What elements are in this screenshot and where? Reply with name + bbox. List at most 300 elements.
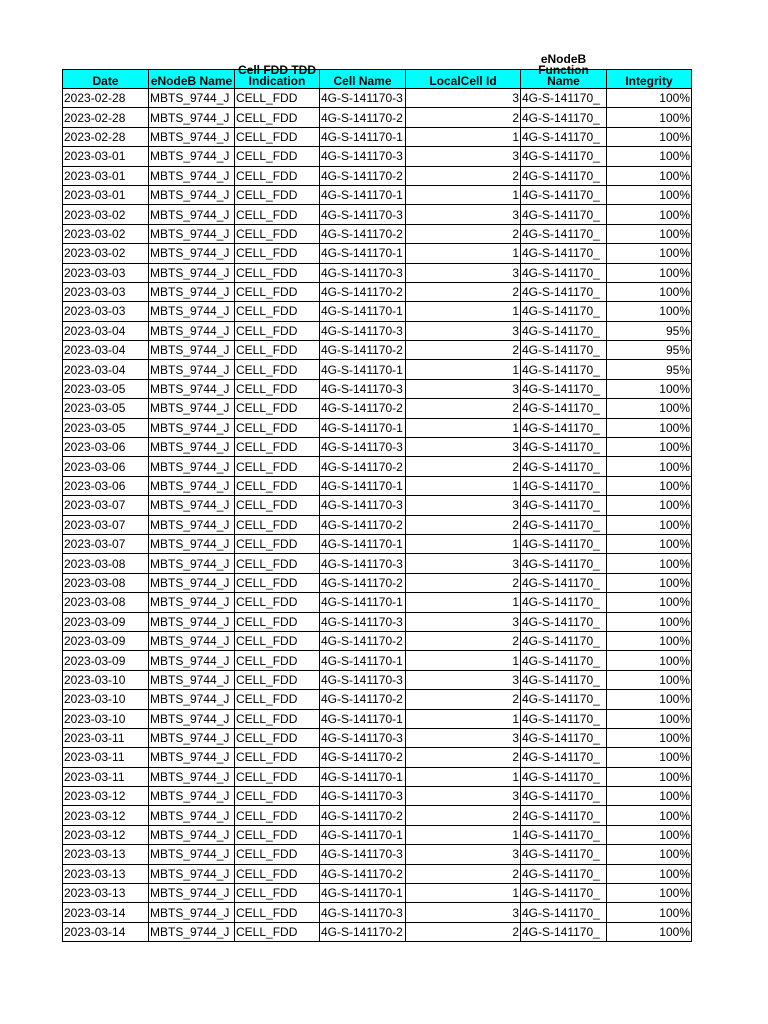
cell-cell-name[interactable]: 4G-S-141170-3 xyxy=(320,554,406,573)
column-header-cell-name[interactable]: Cell Name xyxy=(320,70,406,89)
cell-cell-name[interactable]: 4G-S-141170-1 xyxy=(320,825,406,844)
cell-integrity[interactable]: 100% xyxy=(607,612,692,631)
cell-integrity[interactable]: 100% xyxy=(607,631,692,650)
cell-enodeb-name[interactable]: MBTS_9744_J xyxy=(149,185,235,204)
cell-enodeb-function-name[interactable]: 4G-S-141170_ xyxy=(521,903,607,922)
cell-localcell-id[interactable]: 3 xyxy=(406,89,521,108)
cell-integrity[interactable]: 100% xyxy=(607,748,692,767)
cell-cell-name[interactable]: 4G-S-141170-2 xyxy=(320,573,406,592)
cell-fdd-tdd-indication[interactable]: CELL_FDD xyxy=(235,89,320,108)
cell-integrity[interactable]: 100% xyxy=(607,884,692,903)
cell-integrity[interactable]: 100% xyxy=(607,515,692,534)
cell-date[interactable]: 2023-03-05 xyxy=(63,418,149,437)
cell-localcell-id[interactable]: 1 xyxy=(406,767,521,786)
cell-localcell-id[interactable]: 3 xyxy=(406,554,521,573)
cell-integrity[interactable]: 100% xyxy=(607,534,692,553)
cell-enodeb-name[interactable]: MBTS_9744_J xyxy=(149,341,235,360)
cell-fdd-tdd-indication[interactable]: CELL_FDD xyxy=(235,631,320,650)
cell-cell-name[interactable]: 4G-S-141170-1 xyxy=(320,244,406,263)
cell-cell-name[interactable]: 4G-S-141170-1 xyxy=(320,767,406,786)
cell-cell-name[interactable]: 4G-S-141170-3 xyxy=(320,845,406,864)
cell-date[interactable]: 2023-03-07 xyxy=(63,496,149,515)
cell-enodeb-name[interactable]: MBTS_9744_J xyxy=(149,709,235,728)
cell-enodeb-name[interactable]: MBTS_9744_J xyxy=(149,728,235,747)
cell-fdd-tdd-indication[interactable]: CELL_FDD xyxy=(235,864,320,883)
cell-enodeb-name[interactable]: MBTS_9744_J xyxy=(149,89,235,108)
cell-cell-name[interactable]: 4G-S-141170-3 xyxy=(320,263,406,282)
cell-enodeb-function-name[interactable]: 4G-S-141170_ xyxy=(521,282,607,301)
cell-integrity[interactable]: 100% xyxy=(607,767,692,786)
cell-date[interactable]: 2023-03-03 xyxy=(63,263,149,282)
cell-fdd-tdd-indication[interactable]: CELL_FDD xyxy=(235,438,320,457)
cell-localcell-id[interactable]: 3 xyxy=(406,845,521,864)
cell-cell-name[interactable]: 4G-S-141170-3 xyxy=(320,147,406,166)
cell-localcell-id[interactable]: 3 xyxy=(406,903,521,922)
cell-integrity[interactable]: 100% xyxy=(607,205,692,224)
cell-enodeb-name[interactable]: MBTS_9744_J xyxy=(149,651,235,670)
cell-date[interactable]: 2023-03-08 xyxy=(63,573,149,592)
cell-cell-name[interactable]: 4G-S-141170-2 xyxy=(320,631,406,650)
cell-fdd-tdd-indication[interactable]: CELL_FDD xyxy=(235,884,320,903)
cell-cell-name[interactable]: 4G-S-141170-3 xyxy=(320,321,406,340)
cell-date[interactable]: 2023-03-04 xyxy=(63,321,149,340)
cell-enodeb-name[interactable]: MBTS_9744_J xyxy=(149,147,235,166)
cell-date[interactable]: 2023-03-11 xyxy=(63,728,149,747)
cell-date[interactable]: 2023-03-02 xyxy=(63,205,149,224)
cell-date[interactable]: 2023-03-09 xyxy=(63,631,149,650)
cell-date[interactable]: 2023-03-04 xyxy=(63,360,149,379)
cell-date[interactable]: 2023-02-28 xyxy=(63,89,149,108)
cell-cell-name[interactable]: 4G-S-141170-2 xyxy=(320,224,406,243)
cell-date[interactable]: 2023-03-13 xyxy=(63,864,149,883)
cell-enodeb-function-name[interactable]: 4G-S-141170_ xyxy=(521,612,607,631)
cell-enodeb-function-name[interactable]: 4G-S-141170_ xyxy=(521,379,607,398)
cell-enodeb-function-name[interactable]: 4G-S-141170_ xyxy=(521,515,607,534)
cell-fdd-tdd-indication[interactable]: CELL_FDD xyxy=(235,554,320,573)
column-header-enodeb-function-name[interactable]: eNodeB Function Name xyxy=(521,70,607,89)
cell-cell-name[interactable]: 4G-S-141170-2 xyxy=(320,341,406,360)
cell-enodeb-function-name[interactable]: 4G-S-141170_ xyxy=(521,89,607,108)
cell-localcell-id[interactable]: 3 xyxy=(406,728,521,747)
cell-cell-name[interactable]: 4G-S-141170-2 xyxy=(320,166,406,185)
cell-localcell-id[interactable]: 3 xyxy=(406,205,521,224)
cell-fdd-tdd-indication[interactable]: CELL_FDD xyxy=(235,457,320,476)
cell-enodeb-name[interactable]: MBTS_9744_J xyxy=(149,476,235,495)
cell-enodeb-name[interactable]: MBTS_9744_J xyxy=(149,418,235,437)
cell-localcell-id[interactable]: 2 xyxy=(406,108,521,127)
cell-date[interactable]: 2023-03-06 xyxy=(63,476,149,495)
cell-localcell-id[interactable]: 1 xyxy=(406,825,521,844)
cell-localcell-id[interactable]: 3 xyxy=(406,147,521,166)
cell-fdd-tdd-indication[interactable]: CELL_FDD xyxy=(235,224,320,243)
cell-integrity[interactable]: 95% xyxy=(607,360,692,379)
cell-enodeb-function-name[interactable]: 4G-S-141170_ xyxy=(521,845,607,864)
cell-enodeb-name[interactable]: MBTS_9744_J xyxy=(149,127,235,146)
cell-enodeb-name[interactable]: MBTS_9744_J xyxy=(149,690,235,709)
cell-date[interactable]: 2023-03-10 xyxy=(63,670,149,689)
cell-localcell-id[interactable]: 3 xyxy=(406,379,521,398)
cell-cell-name[interactable]: 4G-S-141170-3 xyxy=(320,89,406,108)
cell-integrity[interactable]: 100% xyxy=(607,806,692,825)
cell-localcell-id[interactable]: 1 xyxy=(406,360,521,379)
cell-integrity[interactable]: 95% xyxy=(607,341,692,360)
cell-fdd-tdd-indication[interactable]: CELL_FDD xyxy=(235,787,320,806)
cell-enodeb-function-name[interactable]: 4G-S-141170_ xyxy=(521,418,607,437)
cell-integrity[interactable]: 100% xyxy=(607,418,692,437)
cell-date[interactable]: 2023-03-07 xyxy=(63,534,149,553)
cell-fdd-tdd-indication[interactable]: CELL_FDD xyxy=(235,244,320,263)
cell-enodeb-function-name[interactable]: 4G-S-141170_ xyxy=(521,302,607,321)
cell-enodeb-name[interactable]: MBTS_9744_J xyxy=(149,903,235,922)
cell-fdd-tdd-indication[interactable]: CELL_FDD xyxy=(235,379,320,398)
cell-enodeb-name[interactable]: MBTS_9744_J xyxy=(149,263,235,282)
cell-enodeb-function-name[interactable]: 4G-S-141170_ xyxy=(521,108,607,127)
column-header-cell-fdd-tdd-indication[interactable]: Cell FDD TDD Indication xyxy=(235,70,320,89)
cell-integrity[interactable]: 100% xyxy=(607,651,692,670)
cell-date[interactable]: 2023-03-01 xyxy=(63,185,149,204)
cell-integrity[interactable]: 100% xyxy=(607,476,692,495)
cell-integrity[interactable]: 100% xyxy=(607,127,692,146)
cell-fdd-tdd-indication[interactable]: CELL_FDD xyxy=(235,728,320,747)
cell-localcell-id[interactable]: 2 xyxy=(406,806,521,825)
cell-enodeb-function-name[interactable]: 4G-S-141170_ xyxy=(521,884,607,903)
cell-fdd-tdd-indication[interactable]: CELL_FDD xyxy=(235,534,320,553)
cell-date[interactable]: 2023-03-02 xyxy=(63,244,149,263)
cell-fdd-tdd-indication[interactable]: CELL_FDD xyxy=(235,476,320,495)
cell-cell-name[interactable]: 4G-S-141170-3 xyxy=(320,438,406,457)
cell-cell-name[interactable]: 4G-S-141170-2 xyxy=(320,864,406,883)
cell-cell-name[interactable]: 4G-S-141170-2 xyxy=(320,922,406,941)
cell-enodeb-name[interactable]: MBTS_9744_J xyxy=(149,631,235,650)
cell-date[interactable]: 2023-03-09 xyxy=(63,612,149,631)
cell-fdd-tdd-indication[interactable]: CELL_FDD xyxy=(235,205,320,224)
cell-fdd-tdd-indication[interactable]: CELL_FDD xyxy=(235,341,320,360)
cell-fdd-tdd-indication[interactable]: CELL_FDD xyxy=(235,185,320,204)
cell-integrity[interactable]: 100% xyxy=(607,573,692,592)
cell-enodeb-name[interactable]: MBTS_9744_J xyxy=(149,399,235,418)
cell-localcell-id[interactable]: 1 xyxy=(406,418,521,437)
cell-fdd-tdd-indication[interactable]: CELL_FDD xyxy=(235,593,320,612)
cell-localcell-id[interactable]: 1 xyxy=(406,476,521,495)
cell-date[interactable]: 2023-03-10 xyxy=(63,690,149,709)
cell-integrity[interactable]: 100% xyxy=(607,457,692,476)
cell-localcell-id[interactable]: 2 xyxy=(406,631,521,650)
cell-localcell-id[interactable]: 2 xyxy=(406,457,521,476)
cell-cell-name[interactable]: 4G-S-141170-1 xyxy=(320,418,406,437)
cell-integrity[interactable]: 100% xyxy=(607,496,692,515)
cell-integrity[interactable]: 100% xyxy=(607,787,692,806)
cell-date[interactable]: 2023-03-08 xyxy=(63,593,149,612)
cell-fdd-tdd-indication[interactable]: CELL_FDD xyxy=(235,302,320,321)
cell-enodeb-name[interactable]: MBTS_9744_J xyxy=(149,108,235,127)
column-header-date[interactable]: Date xyxy=(63,70,149,89)
cell-cell-name[interactable]: 4G-S-141170-1 xyxy=(320,127,406,146)
cell-enodeb-function-name[interactable]: 4G-S-141170_ xyxy=(521,147,607,166)
cell-enodeb-function-name[interactable]: 4G-S-141170_ xyxy=(521,438,607,457)
column-header-localcell-id[interactable]: LocalCell Id xyxy=(406,70,521,89)
cell-cell-name[interactable]: 4G-S-141170-1 xyxy=(320,884,406,903)
cell-enodeb-function-name[interactable]: 4G-S-141170_ xyxy=(521,166,607,185)
cell-enodeb-name[interactable]: MBTS_9744_J xyxy=(149,244,235,263)
cell-enodeb-name[interactable]: MBTS_9744_J xyxy=(149,670,235,689)
cell-enodeb-function-name[interactable]: 4G-S-141170_ xyxy=(521,573,607,592)
cell-localcell-id[interactable]: 1 xyxy=(406,709,521,728)
cell-integrity[interactable]: 100% xyxy=(607,825,692,844)
cell-integrity[interactable]: 100% xyxy=(607,166,692,185)
cell-integrity[interactable]: 100% xyxy=(607,147,692,166)
cell-localcell-id[interactable]: 3 xyxy=(406,612,521,631)
cell-date[interactable]: 2023-03-11 xyxy=(63,767,149,786)
cell-enodeb-name[interactable]: MBTS_9744_J xyxy=(149,787,235,806)
cell-cell-name[interactable]: 4G-S-141170-1 xyxy=(320,593,406,612)
cell-fdd-tdd-indication[interactable]: CELL_FDD xyxy=(235,612,320,631)
cell-fdd-tdd-indication[interactable]: CELL_FDD xyxy=(235,263,320,282)
cell-cell-name[interactable]: 4G-S-141170-1 xyxy=(320,476,406,495)
cell-enodeb-name[interactable]: MBTS_9744_J xyxy=(149,515,235,534)
cell-enodeb-function-name[interactable]: 4G-S-141170_ xyxy=(521,205,607,224)
cell-cell-name[interactable]: 4G-S-141170-2 xyxy=(320,748,406,767)
cell-enodeb-name[interactable]: MBTS_9744_J xyxy=(149,593,235,612)
cell-integrity[interactable]: 100% xyxy=(607,438,692,457)
cell-date[interactable]: 2023-03-01 xyxy=(63,147,149,166)
cell-date[interactable]: 2023-03-12 xyxy=(63,787,149,806)
cell-date[interactable]: 2023-03-11 xyxy=(63,748,149,767)
cell-enodeb-function-name[interactable]: 4G-S-141170_ xyxy=(521,341,607,360)
cell-localcell-id[interactable]: 1 xyxy=(406,651,521,670)
cell-integrity[interactable]: 100% xyxy=(607,728,692,747)
cell-date[interactable]: 2023-03-06 xyxy=(63,438,149,457)
cell-date[interactable]: 2023-03-10 xyxy=(63,709,149,728)
cell-cell-name[interactable]: 4G-S-141170-2 xyxy=(320,399,406,418)
cell-fdd-tdd-indication[interactable]: CELL_FDD xyxy=(235,825,320,844)
cell-date[interactable]: 2023-02-28 xyxy=(63,108,149,127)
cell-cell-name[interactable]: 4G-S-141170-1 xyxy=(320,651,406,670)
cell-date[interactable]: 2023-03-12 xyxy=(63,806,149,825)
cell-cell-name[interactable]: 4G-S-141170-1 xyxy=(320,534,406,553)
cell-enodeb-function-name[interactable]: 4G-S-141170_ xyxy=(521,728,607,747)
cell-localcell-id[interactable]: 3 xyxy=(406,321,521,340)
cell-cell-name[interactable]: 4G-S-141170-3 xyxy=(320,496,406,515)
cell-localcell-id[interactable]: 3 xyxy=(406,496,521,515)
cell-enodeb-function-name[interactable]: 4G-S-141170_ xyxy=(521,651,607,670)
cell-fdd-tdd-indication[interactable]: CELL_FDD xyxy=(235,709,320,728)
cell-fdd-tdd-indication[interactable]: CELL_FDD xyxy=(235,147,320,166)
cell-cell-name[interactable]: 4G-S-141170-1 xyxy=(320,360,406,379)
cell-cell-name[interactable]: 4G-S-141170-2 xyxy=(320,282,406,301)
cell-enodeb-name[interactable]: MBTS_9744_J xyxy=(149,573,235,592)
cell-integrity[interactable]: 100% xyxy=(607,922,692,941)
cell-localcell-id[interactable]: 3 xyxy=(406,438,521,457)
cell-integrity[interactable]: 95% xyxy=(607,321,692,340)
cell-localcell-id[interactable]: 2 xyxy=(406,864,521,883)
cell-enodeb-function-name[interactable]: 4G-S-141170_ xyxy=(521,631,607,650)
cell-localcell-id[interactable]: 1 xyxy=(406,127,521,146)
cell-localcell-id[interactable]: 1 xyxy=(406,185,521,204)
cell-enodeb-function-name[interactable]: 4G-S-141170_ xyxy=(521,787,607,806)
cell-date[interactable]: 2023-03-14 xyxy=(63,903,149,922)
cell-integrity[interactable]: 100% xyxy=(607,224,692,243)
cell-enodeb-function-name[interactable]: 4G-S-141170_ xyxy=(521,690,607,709)
cell-fdd-tdd-indication[interactable]: CELL_FDD xyxy=(235,360,320,379)
cell-fdd-tdd-indication[interactable]: CELL_FDD xyxy=(235,399,320,418)
cell-cell-name[interactable]: 4G-S-141170-2 xyxy=(320,690,406,709)
cell-fdd-tdd-indication[interactable]: CELL_FDD xyxy=(235,515,320,534)
cell-enodeb-function-name[interactable]: 4G-S-141170_ xyxy=(521,321,607,340)
cell-fdd-tdd-indication[interactable]: CELL_FDD xyxy=(235,922,320,941)
cell-enodeb-name[interactable]: MBTS_9744_J xyxy=(149,922,235,941)
cell-integrity[interactable]: 100% xyxy=(607,302,692,321)
cell-integrity[interactable]: 100% xyxy=(607,593,692,612)
cell-fdd-tdd-indication[interactable]: CELL_FDD xyxy=(235,767,320,786)
cell-localcell-id[interactable]: 2 xyxy=(406,341,521,360)
cell-fdd-tdd-indication[interactable]: CELL_FDD xyxy=(235,670,320,689)
cell-date[interactable]: 2023-03-07 xyxy=(63,515,149,534)
cell-enodeb-name[interactable]: MBTS_9744_J xyxy=(149,457,235,476)
cell-date[interactable]: 2023-03-03 xyxy=(63,282,149,301)
cell-enodeb-name[interactable]: MBTS_9744_J xyxy=(149,302,235,321)
cell-fdd-tdd-indication[interactable]: CELL_FDD xyxy=(235,282,320,301)
cell-integrity[interactable]: 100% xyxy=(607,263,692,282)
cell-enodeb-name[interactable]: MBTS_9744_J xyxy=(149,748,235,767)
cell-enodeb-function-name[interactable]: 4G-S-141170_ xyxy=(521,534,607,553)
cell-enodeb-name[interactable]: MBTS_9744_J xyxy=(149,767,235,786)
cell-fdd-tdd-indication[interactable]: CELL_FDD xyxy=(235,321,320,340)
cell-cell-name[interactable]: 4G-S-141170-1 xyxy=(320,709,406,728)
cell-enodeb-function-name[interactable]: 4G-S-141170_ xyxy=(521,496,607,515)
cell-integrity[interactable]: 100% xyxy=(607,903,692,922)
cell-date[interactable]: 2023-02-28 xyxy=(63,127,149,146)
cell-cell-name[interactable]: 4G-S-141170-1 xyxy=(320,302,406,321)
cell-fdd-tdd-indication[interactable]: CELL_FDD xyxy=(235,845,320,864)
cell-integrity[interactable]: 100% xyxy=(607,864,692,883)
cell-fdd-tdd-indication[interactable]: CELL_FDD xyxy=(235,166,320,185)
cell-enodeb-function-name[interactable]: 4G-S-141170_ xyxy=(521,127,607,146)
cell-fdd-tdd-indication[interactable]: CELL_FDD xyxy=(235,573,320,592)
cell-fdd-tdd-indication[interactable]: CELL_FDD xyxy=(235,418,320,437)
cell-enodeb-function-name[interactable]: 4G-S-141170_ xyxy=(521,806,607,825)
cell-cell-name[interactable]: 4G-S-141170-3 xyxy=(320,379,406,398)
cell-enodeb-function-name[interactable]: 4G-S-141170_ xyxy=(521,670,607,689)
cell-enodeb-name[interactable]: MBTS_9744_J xyxy=(149,554,235,573)
cell-date[interactable]: 2023-03-12 xyxy=(63,825,149,844)
cell-enodeb-function-name[interactable]: 4G-S-141170_ xyxy=(521,922,607,941)
cell-enodeb-function-name[interactable]: 4G-S-141170_ xyxy=(521,864,607,883)
cell-date[interactable]: 2023-03-09 xyxy=(63,651,149,670)
cell-fdd-tdd-indication[interactable]: CELL_FDD xyxy=(235,806,320,825)
cell-enodeb-name[interactable]: MBTS_9744_J xyxy=(149,825,235,844)
cell-date[interactable]: 2023-03-13 xyxy=(63,884,149,903)
cell-enodeb-function-name[interactable]: 4G-S-141170_ xyxy=(521,457,607,476)
cell-date[interactable]: 2023-03-04 xyxy=(63,341,149,360)
cell-enodeb-function-name[interactable]: 4G-S-141170_ xyxy=(521,399,607,418)
cell-fdd-tdd-indication[interactable]: CELL_FDD xyxy=(235,903,320,922)
cell-cell-name[interactable]: 4G-S-141170-3 xyxy=(320,903,406,922)
cell-cell-name[interactable]: 4G-S-141170-2 xyxy=(320,515,406,534)
cell-integrity[interactable]: 100% xyxy=(607,709,692,728)
cell-localcell-id[interactable]: 1 xyxy=(406,302,521,321)
cell-localcell-id[interactable]: 3 xyxy=(406,787,521,806)
cell-date[interactable]: 2023-03-08 xyxy=(63,554,149,573)
cell-cell-name[interactable]: 4G-S-141170-3 xyxy=(320,670,406,689)
cell-date[interactable]: 2023-03-05 xyxy=(63,379,149,398)
cell-integrity[interactable]: 100% xyxy=(607,89,692,108)
cell-integrity[interactable]: 100% xyxy=(607,244,692,263)
cell-integrity[interactable]: 100% xyxy=(607,690,692,709)
cell-integrity[interactable]: 100% xyxy=(607,108,692,127)
cell-enodeb-function-name[interactable]: 4G-S-141170_ xyxy=(521,825,607,844)
cell-localcell-id[interactable]: 1 xyxy=(406,244,521,263)
cell-enodeb-function-name[interactable]: 4G-S-141170_ xyxy=(521,263,607,282)
cell-localcell-id[interactable]: 1 xyxy=(406,534,521,553)
cell-localcell-id[interactable]: 3 xyxy=(406,670,521,689)
cell-fdd-tdd-indication[interactable]: CELL_FDD xyxy=(235,496,320,515)
cell-fdd-tdd-indication[interactable]: CELL_FDD xyxy=(235,748,320,767)
cell-enodeb-function-name[interactable]: 4G-S-141170_ xyxy=(521,767,607,786)
cell-enodeb-function-name[interactable]: 4G-S-141170_ xyxy=(521,554,607,573)
cell-fdd-tdd-indication[interactable]: CELL_FDD xyxy=(235,651,320,670)
cell-enodeb-function-name[interactable]: 4G-S-141170_ xyxy=(521,593,607,612)
cell-cell-name[interactable]: 4G-S-141170-3 xyxy=(320,612,406,631)
cell-enodeb-name[interactable]: MBTS_9744_J xyxy=(149,379,235,398)
cell-enodeb-name[interactable]: MBTS_9744_J xyxy=(149,205,235,224)
cell-cell-name[interactable]: 4G-S-141170-2 xyxy=(320,108,406,127)
cell-integrity[interactable]: 100% xyxy=(607,554,692,573)
cell-integrity[interactable]: 100% xyxy=(607,185,692,204)
cell-localcell-id[interactable]: 2 xyxy=(406,166,521,185)
cell-localcell-id[interactable]: 3 xyxy=(406,263,521,282)
cell-cell-name[interactable]: 4G-S-141170-3 xyxy=(320,728,406,747)
cell-enodeb-function-name[interactable]: 4G-S-141170_ xyxy=(521,476,607,495)
cell-cell-name[interactable]: 4G-S-141170-1 xyxy=(320,185,406,204)
cell-enodeb-name[interactable]: MBTS_9744_J xyxy=(149,224,235,243)
cell-enodeb-name[interactable]: MBTS_9744_J xyxy=(149,496,235,515)
cell-integrity[interactable]: 100% xyxy=(607,845,692,864)
cell-enodeb-name[interactable]: MBTS_9744_J xyxy=(149,864,235,883)
cell-enodeb-name[interactable]: MBTS_9744_J xyxy=(149,321,235,340)
cell-cell-name[interactable]: 4G-S-141170-2 xyxy=(320,806,406,825)
cell-cell-name[interactable]: 4G-S-141170-3 xyxy=(320,205,406,224)
column-header-integrity[interactable]: Integrity xyxy=(607,70,692,89)
cell-date[interactable]: 2023-03-05 xyxy=(63,399,149,418)
cell-fdd-tdd-indication[interactable]: CELL_FDD xyxy=(235,108,320,127)
cell-enodeb-name[interactable]: MBTS_9744_J xyxy=(149,282,235,301)
cell-enodeb-function-name[interactable]: 4G-S-141170_ xyxy=(521,748,607,767)
cell-fdd-tdd-indication[interactable]: CELL_FDD xyxy=(235,127,320,146)
cell-fdd-tdd-indication[interactable]: CELL_FDD xyxy=(235,690,320,709)
cell-enodeb-function-name[interactable]: 4G-S-141170_ xyxy=(521,244,607,263)
cell-enodeb-name[interactable]: MBTS_9744_J xyxy=(149,166,235,185)
cell-enodeb-name[interactable]: MBTS_9744_J xyxy=(149,884,235,903)
cell-date[interactable]: 2023-03-03 xyxy=(63,302,149,321)
cell-enodeb-function-name[interactable]: 4G-S-141170_ xyxy=(521,185,607,204)
cell-localcell-id[interactable]: 2 xyxy=(406,515,521,534)
cell-enodeb-name[interactable]: MBTS_9744_J xyxy=(149,806,235,825)
cell-date[interactable]: 2023-03-13 xyxy=(63,845,149,864)
cell-enodeb-function-name[interactable]: 4G-S-141170_ xyxy=(521,224,607,243)
cell-enodeb-name[interactable]: MBTS_9744_J xyxy=(149,534,235,553)
cell-localcell-id[interactable]: 2 xyxy=(406,573,521,592)
cell-date[interactable]: 2023-03-14 xyxy=(63,922,149,941)
cell-enodeb-name[interactable]: MBTS_9744_J xyxy=(149,612,235,631)
cell-localcell-id[interactable]: 2 xyxy=(406,224,521,243)
cell-enodeb-name[interactable]: MBTS_9744_J xyxy=(149,438,235,457)
cell-date[interactable]: 2023-03-02 xyxy=(63,224,149,243)
cell-localcell-id[interactable]: 1 xyxy=(406,884,521,903)
cell-localcell-id[interactable]: 2 xyxy=(406,748,521,767)
cell-integrity[interactable]: 100% xyxy=(607,282,692,301)
cell-enodeb-name[interactable]: MBTS_9744_J xyxy=(149,360,235,379)
cell-date[interactable]: 2023-03-01 xyxy=(63,166,149,185)
